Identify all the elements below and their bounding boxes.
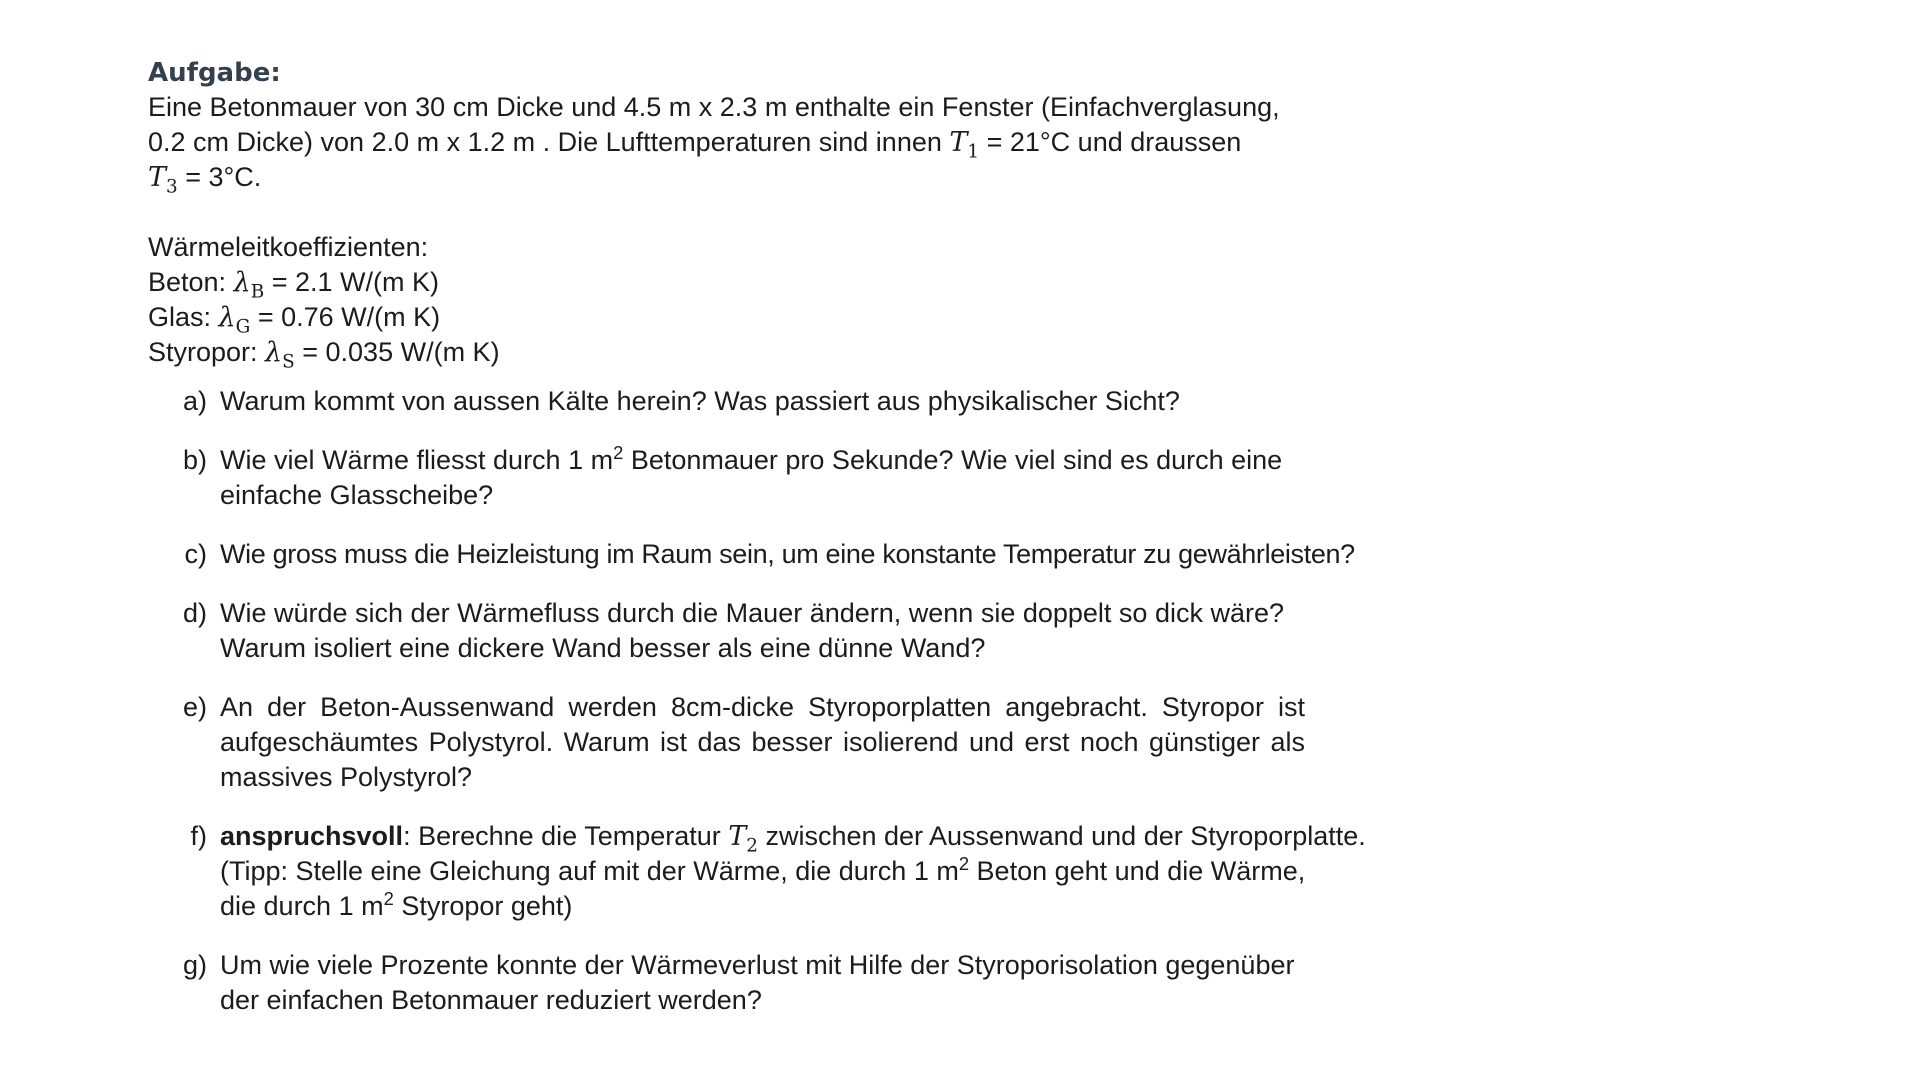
task-c-text: Wie gross muss die Heizleistung im Raum sein, um eine konstante Temperatur zu gewährleisten?	[220, 539, 1355, 569]
t2-subscript: 2	[746, 835, 758, 857]
lambda-b-symbol	[233, 267, 265, 303]
task-b-text-c: einfache Glasscheibe?	[220, 480, 494, 510]
task-b	[148, 443, 1438, 513]
task-content	[148, 56, 1438, 1042]
task-text	[220, 819, 1370, 924]
task-f-line-3b: Styropor geht)	[393, 891, 573, 921]
lambda-subscript: G	[235, 316, 251, 338]
task-b-text-b: Betonmauer pro Sekunde? Wie viel sind es durch eine	[623, 445, 1283, 475]
task-marker: f)	[190, 821, 207, 851]
difficulty-label: anspruchsvoll	[220, 821, 404, 851]
task-marker: b)	[182, 445, 207, 475]
task-text	[220, 596, 1370, 666]
coefficient-glas	[148, 300, 1438, 338]
task-e	[148, 690, 1438, 795]
coefficient-list	[148, 230, 1438, 373]
intro-line-2b: = 21°C und draussen	[979, 127, 1242, 157]
coefficient-label: Glas:	[148, 302, 219, 332]
lambda-letter: λ	[218, 302, 236, 333]
intro-line-1: Eine Betonmauer von 30 cm Dicke und 4.5 m x 2.3 m enthalte ein Fenster (Einfachverglasung,	[148, 92, 1280, 122]
task-b-text-a: Wie viel Wärme fliesst durch 1 m	[220, 445, 614, 475]
task-d	[148, 596, 1438, 666]
t3-symbol	[148, 162, 178, 198]
t1-symbol	[949, 127, 980, 163]
t1-letter: T	[949, 127, 968, 158]
task-text	[220, 690, 1370, 795]
task-marker: e)	[182, 692, 207, 722]
task-g-line-2: der einfachen Betonmauer reduziert werden?	[220, 985, 762, 1015]
superscript: 2	[613, 442, 624, 463]
task-e-text: An der Beton-Aussenwand werden 8cm-dicke Styroporplatten angebracht. Styropor ist aufgeschäumtes Polystyrol. Warum ist das besser isolierend und erst noch günstiger als massives Polystyrol?	[220, 692, 1305, 792]
t3-subscript: 3	[166, 176, 178, 198]
task-text	[220, 948, 1370, 1018]
t2-letter: T	[728, 821, 747, 852]
coefficient-value: = 0.76 W/(m K)	[250, 302, 441, 332]
t2-symbol	[728, 821, 758, 857]
task-f-line-2a: (Tipp: Stelle eine Gleichung auf mit der Wärme, die durch 1 m	[220, 856, 959, 886]
task-c	[148, 537, 1438, 572]
task-d-line-1: Wie würde sich der Wärmefluss durch die Mauer ändern, wenn sie doppelt so dick wäre?	[220, 598, 1284, 628]
task-heading: Aufgabe:	[148, 58, 281, 88]
superscript: 2	[383, 888, 394, 909]
task-f-line-3a: die durch 1 m	[220, 891, 384, 921]
task-marker: a)	[182, 386, 207, 416]
task-marker: g)	[182, 950, 207, 980]
superscript: 2	[958, 853, 970, 874]
lambda-g-symbol	[218, 302, 251, 338]
lambda-subscript: S	[282, 351, 295, 373]
task-f-line-2b: Beton geht und die Wärme,	[969, 856, 1306, 886]
intro-line-2a: 0.2 cm Dicke) von 2.0 m x 1.2 m . Die Lufttemperaturen sind innen	[148, 127, 950, 157]
t3-letter: T	[148, 162, 167, 193]
lambda-letter: λ	[265, 337, 283, 368]
task-f	[148, 819, 1438, 924]
intro-line-3b: = 3°C.	[177, 162, 262, 192]
task-g	[148, 948, 1438, 1018]
task-marker: c)	[184, 539, 207, 569]
t1-subscript: 1	[967, 141, 980, 163]
intro-paragraph	[148, 90, 1438, 198]
lambda-letter: λ	[233, 267, 251, 298]
lambda-subscript: B	[250, 281, 265, 303]
task-list	[148, 384, 1438, 1018]
task-f-text-a: : Berechne die Temperatur	[403, 821, 729, 851]
task-text	[220, 537, 1370, 572]
task-f-text-b: zwischen der Aussenwand und der Styroporplatte.	[757, 821, 1366, 851]
spacer	[148, 195, 1438, 230]
coefficient-label: Styropor:	[148, 337, 266, 367]
task-text	[220, 384, 1370, 419]
task-text	[220, 443, 1370, 513]
coefficient-title: Wärmeleitkoeffizienten:	[148, 232, 429, 262]
coefficient-beton	[148, 265, 1438, 303]
coefficient-label: Beton:	[148, 267, 234, 297]
lambda-s-symbol	[265, 337, 295, 373]
coefficient-value: = 2.1 W/(m K)	[264, 267, 439, 297]
task-g-line-1: Um wie viele Prozente konnte der Wärmeverlust mit Hilfe der Styroporisolation gegenüber	[220, 950, 1295, 980]
task-marker: d)	[182, 598, 207, 628]
coefficient-value: = 0.035 W/(m K)	[294, 337, 500, 367]
task-a-text: Warum kommt von aussen Kälte herein? Was passiert aus physikalischer Sicht?	[220, 386, 1180, 416]
task-d-line-2: Warum isoliert eine dickere Wand besser als eine dünne Wand?	[220, 633, 986, 663]
coefficient-styropor	[148, 335, 1438, 373]
task-a	[148, 384, 1438, 419]
